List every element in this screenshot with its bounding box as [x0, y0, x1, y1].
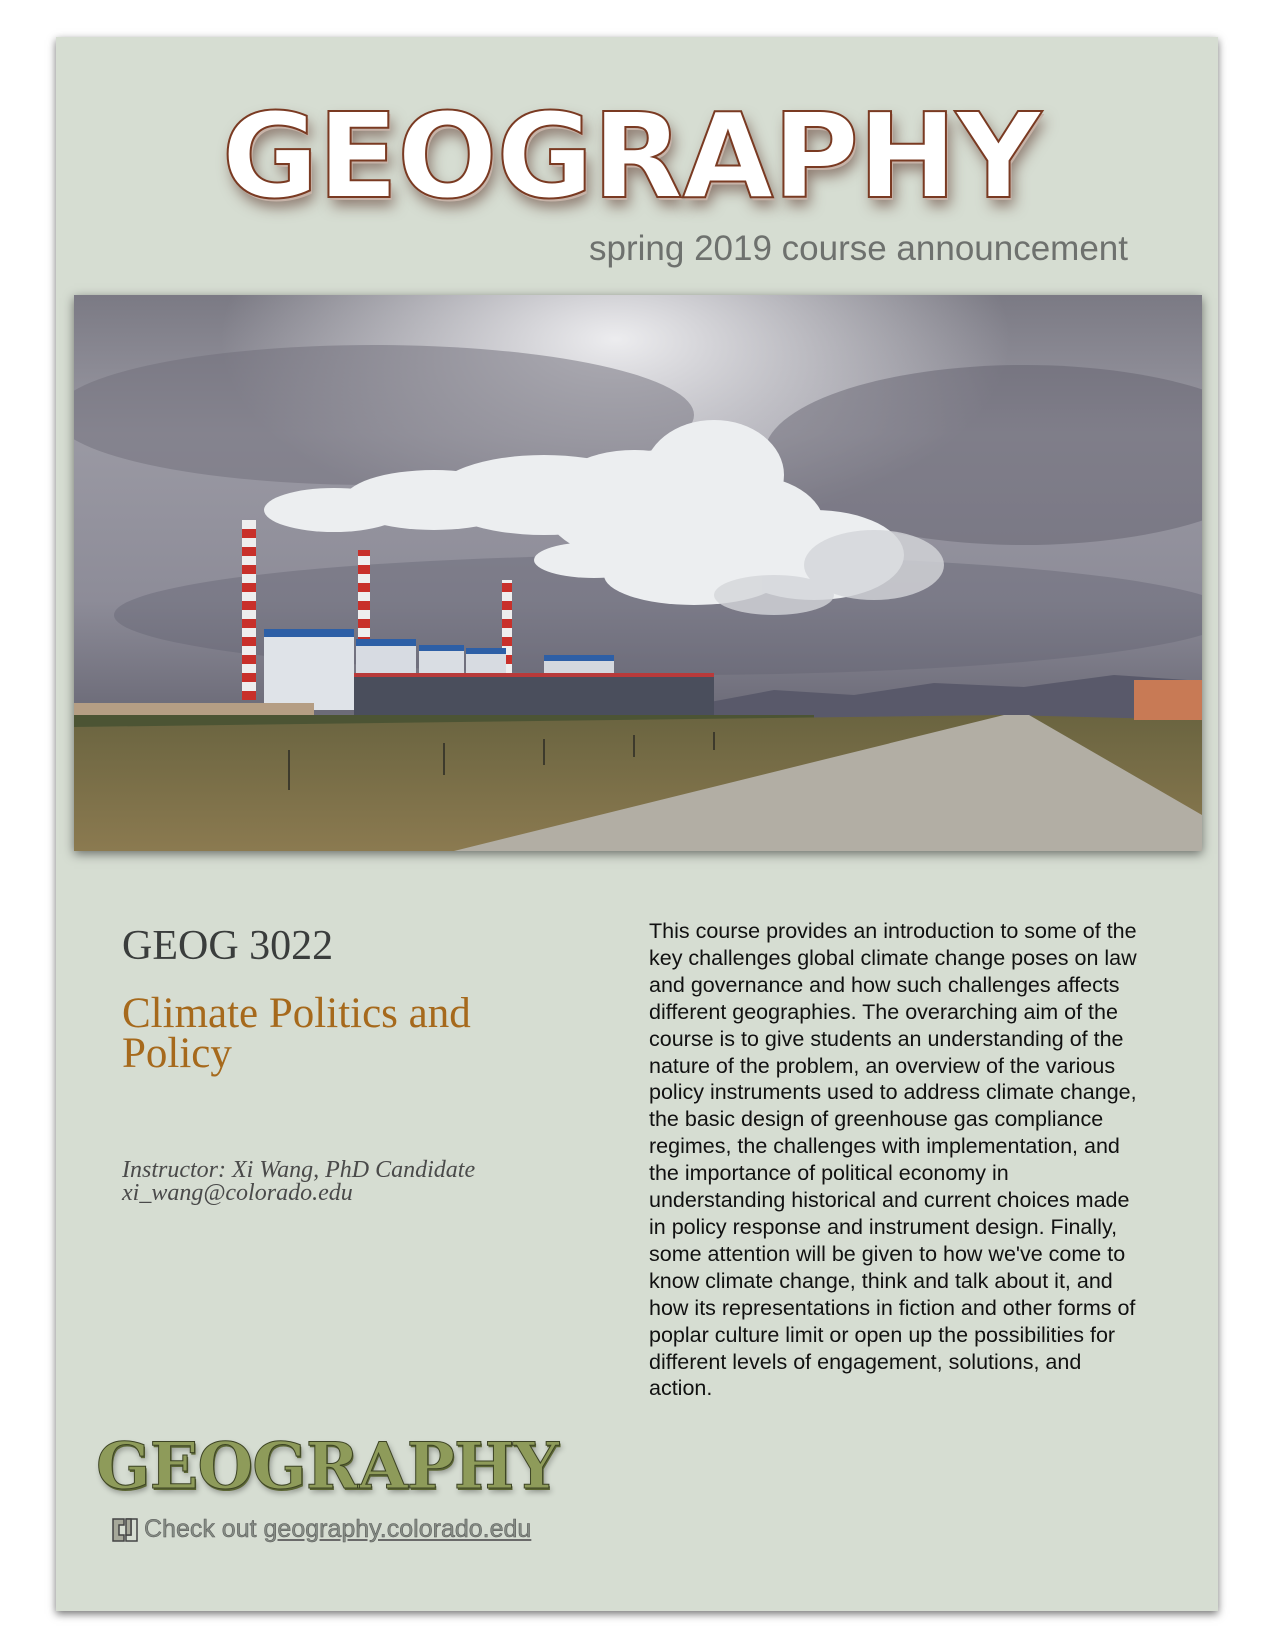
footer-link-line — [110, 1515, 531, 1544]
instructor-email[interactable]: xi_wang@colorado.edu — [122, 1180, 353, 1206]
footer-website-link[interactable]: geography.colorado.edu — [263, 1515, 532, 1543]
announcement-sheet — [56, 37, 1218, 1611]
cu-logo-icon — [110, 1516, 140, 1544]
header-subtitle: spring 2019 course announcement — [589, 229, 1128, 268]
header-title: GEOGRAPHY — [221, 87, 1041, 225]
footer-prefix: Check out — [144, 1515, 257, 1543]
course-code: GEOG 3022 — [122, 923, 334, 969]
footer-geography-logo: GEOGRAPHY — [96, 1429, 558, 1504]
course-title: Climate Politics and Policy — [122, 990, 471, 1077]
power-plant-photo — [74, 295, 1202, 851]
course-description: This course provides an introduction to some of the key challenges global climate change poses on law and governance and how such challenges affects different geographies. The overarching aim of the course is to give students an understanding of the nature of the problem, an overview of the various policy instruments used to address climate change, the basic design of greenhouse gas compliance regimes, the challenges with implementation, and the importance of political economy in understanding historical and current choices made in policy response and instrument design. Finally, some attention will be given to how we've come to know climate change, think and talk about it, and how its representations in fiction and other forms of poplar culture limit or open up the possibilities for different levels of engagement, solutions, and action. — [649, 919, 1137, 1401]
instructor-name: Instructor: Xi Wang, PhD Candidate — [122, 1157, 476, 1183]
